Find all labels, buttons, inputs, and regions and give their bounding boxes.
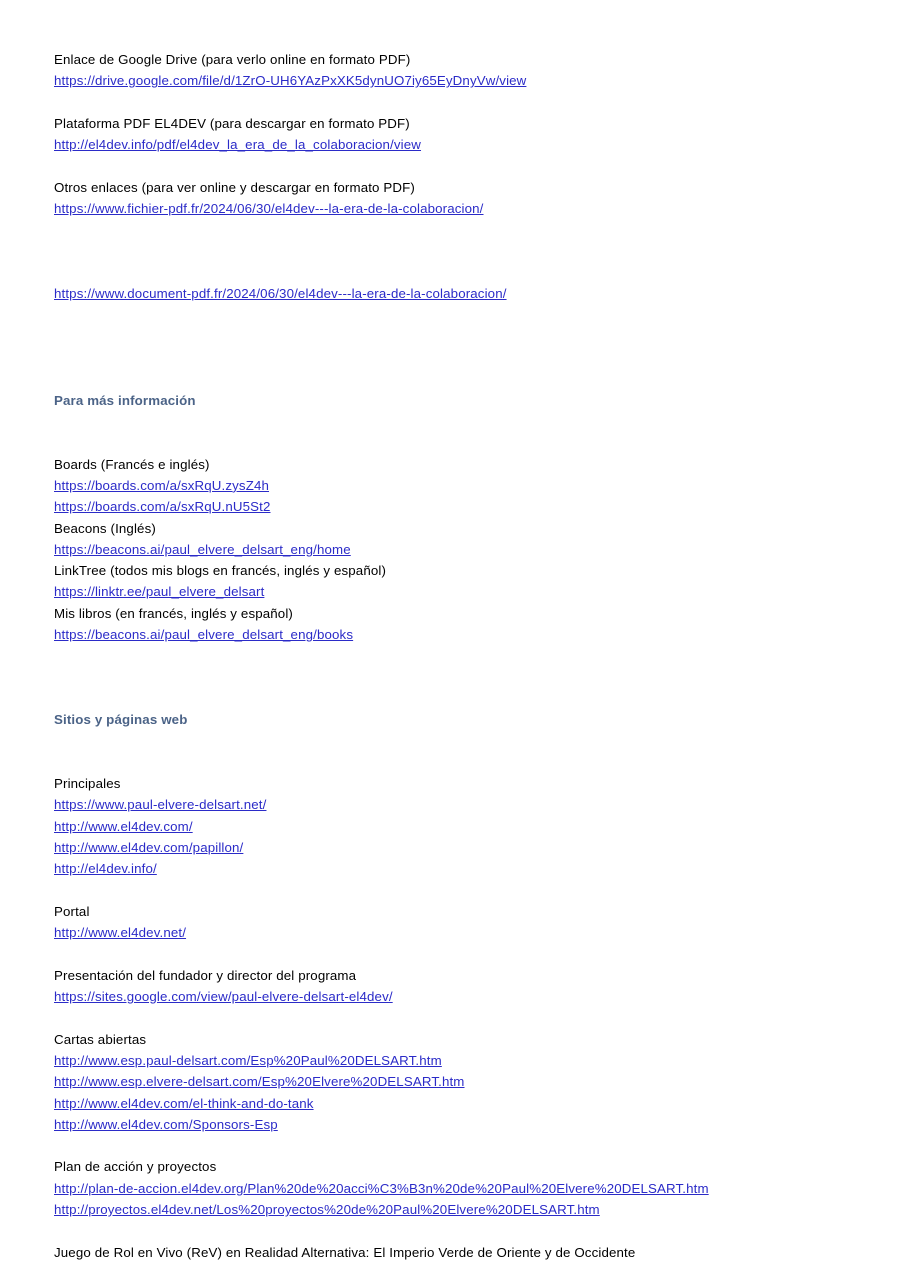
group-presentacion bbox=[54, 965, 881, 1008]
spacer bbox=[54, 1007, 881, 1028]
group-label: Cartas abiertas bbox=[54, 1031, 147, 1047]
hyperlink-linktree[interactable]: https://linktr.ee/paul_elvere_delsart bbox=[54, 584, 265, 600]
spacer bbox=[54, 411, 881, 454]
hyperlink-boards-1[interactable]: https://boards.com/a/sxRqU.zysZ4h bbox=[54, 477, 270, 493]
block-label: Enlace de Google Drive (para verlo online en formato PDF) bbox=[54, 52, 411, 67]
hyperlink-plataforma-pdf[interactable]: http://el4dev.info/pdf/el4dev_la_era_de_la_colaboracion/view bbox=[54, 137, 422, 153]
section-heading-sitios-y-paginas-web: Sitios y páginas web bbox=[54, 712, 188, 728]
hyperlink-el4dev-papillon[interactable]: http://www.el4dev.com/papillon/ bbox=[54, 839, 244, 855]
group-principales bbox=[54, 773, 881, 879]
block-label: Plataforma PDF EL4DEV (para descargar en formato PDF) bbox=[54, 115, 410, 131]
spacer bbox=[54, 219, 881, 283]
group-label: Boards (Francés e inglés) bbox=[54, 456, 210, 472]
spacer bbox=[54, 943, 881, 964]
block-label: Otros enlaces (para ver online y descargar en formato PDF) bbox=[54, 179, 415, 195]
group-label: Portal bbox=[54, 903, 90, 919]
spacer bbox=[54, 880, 881, 901]
hyperlink-esp-elvere-delsart[interactable]: http://www.esp.elvere-delsart.com/Esp%20Elvere%20DELSART.htm bbox=[54, 1074, 465, 1090]
hyperlink-proyectos[interactable]: http://proyectos.el4dev.net/Los%20proyectos%20de%20Paul%20Elvere%20DELSART.htm bbox=[54, 1202, 600, 1218]
section-heading-para-mas-informacion: Para más información bbox=[54, 392, 196, 408]
link-block-document-pdf bbox=[54, 283, 881, 304]
spacer bbox=[54, 155, 881, 176]
hyperlink-plan-de-accion[interactable]: http://plan-de-accion.el4dev.org/Plan%20de%20acci%C3%B3n%20de%20Paul%20Elvere%20DELSART.htm bbox=[54, 1180, 709, 1196]
group-label: Plan de acción y proyectos bbox=[54, 1159, 217, 1175]
spacer bbox=[54, 645, 881, 709]
hyperlink-beacons-home[interactable]: https://beacons.ai/paul_elvere_delsart_eng/home bbox=[54, 541, 351, 557]
hyperlink-el4dev-com[interactable]: http://www.el4dev.com/ bbox=[54, 818, 193, 834]
link-block-otros-enlaces bbox=[54, 177, 881, 220]
hyperlink-paul-elvere-delsart[interactable]: https://www.paul-elvere-delsart.net/ bbox=[54, 797, 267, 813]
hyperlink-boards-2[interactable]: https://boards.com/a/sxRqU.nU5St2 bbox=[54, 499, 271, 515]
group-label: Principales bbox=[54, 776, 121, 792]
group-portal bbox=[54, 901, 881, 944]
spacer bbox=[54, 731, 881, 774]
hyperlink-el-think-and-do-tank[interactable]: http://www.el4dev.com/el-think-and-do-tank bbox=[54, 1095, 314, 1111]
hyperlink-el4dev-net[interactable]: http://www.el4dev.net/ bbox=[54, 925, 187, 941]
group-label: Beacons (Inglés) bbox=[54, 520, 156, 536]
footer-text: Juego de Rol en Vivo (ReV) en Realidad Alternativa: El Imperio Verde de Oriente y de Occidente bbox=[54, 1244, 636, 1260]
hyperlink-beacons-books[interactable]: https://beacons.ai/paul_elvere_delsart_eng/books bbox=[54, 627, 354, 643]
group-beacons bbox=[54, 518, 881, 561]
hyperlink-sponsors-esp[interactable]: http://www.el4dev.com/Sponsors-Esp bbox=[54, 1116, 278, 1132]
group-boards bbox=[54, 454, 881, 518]
group-label: LinkTree (todos mis blogs en francés, inglés y español) bbox=[54, 563, 387, 579]
spacer bbox=[54, 1135, 881, 1156]
hyperlink-fichier-pdf[interactable]: https://www.fichier-pdf.fr/2024/06/30/el4dev---la-era-de-la-colaboracion/ bbox=[54, 201, 484, 217]
group-cartas-abiertas bbox=[54, 1029, 881, 1135]
hyperlink-document-pdf[interactable]: https://www.document-pdf.fr/2024/06/30/el4dev---la-era-de-la-colaboracion/ bbox=[54, 286, 507, 302]
spacer bbox=[54, 305, 881, 369]
group-plan-de-accion bbox=[54, 1156, 881, 1220]
link-block-plataforma-pdf bbox=[54, 113, 881, 156]
hyperlink-el4dev-info[interactable]: http://el4dev.info/ bbox=[54, 861, 157, 877]
spacer bbox=[54, 92, 881, 113]
spacer bbox=[54, 368, 881, 389]
group-linktree bbox=[54, 560, 881, 603]
hyperlink-google-drive[interactable]: https://drive.google.com/file/d/1ZrO-UH6YAzPxXK5dynUO7iy65EyDnyVw/view bbox=[54, 73, 527, 89]
group-label: Mis libros (en francés, inglés y español) bbox=[54, 605, 293, 621]
spacer bbox=[54, 1220, 881, 1241]
hyperlink-esp-paul-delsart[interactable]: http://www.esp.paul-delsart.com/Esp%20Paul%20DELSART.htm bbox=[54, 1052, 442, 1068]
link-block-google-drive bbox=[54, 49, 881, 92]
group-mis-libros bbox=[54, 603, 881, 646]
hyperlink-sites-google[interactable]: https://sites.google.com/view/paul-elvere-delsart-el4dev/ bbox=[54, 989, 393, 1005]
document-content bbox=[54, 49, 881, 1263]
group-label: Presentación del fundador y director del programa bbox=[54, 967, 357, 983]
